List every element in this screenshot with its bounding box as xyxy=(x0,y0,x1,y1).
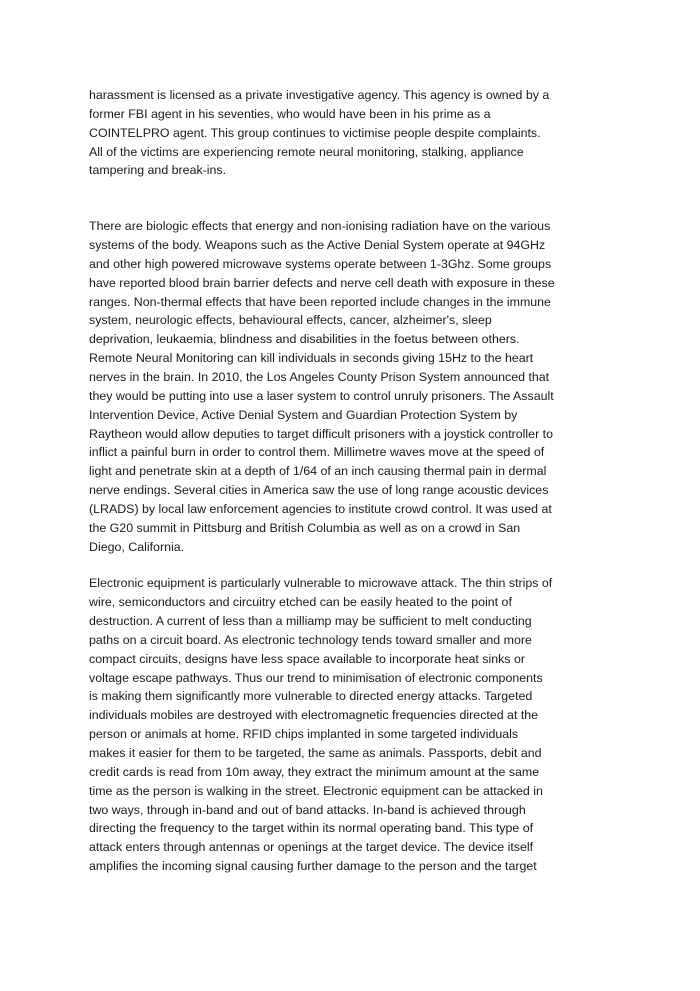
text-line: (LRADS) by local law enforcement agencies to institute crowd control. It was used at xyxy=(89,501,552,516)
text-line: former FBI agent in his seventies, who would have been in his prime as a xyxy=(89,106,491,121)
text-line: compact circuits, designs have less space available to incorporate heat sinks or xyxy=(89,651,525,666)
text-line: individuals mobiles are destroyed with electromagnetic frequencies directed at the xyxy=(89,708,539,723)
text-line: and other high powered microwave systems operate between 1-3Ghz. Some groups xyxy=(89,256,552,271)
paragraph-3 xyxy=(89,574,617,876)
text-line: person or animals at home. RFID chips implanted in some targeted individuals xyxy=(89,727,519,742)
text-line: COINTELPRO agent. This group continues to victimise people despite complaints. xyxy=(89,125,541,140)
text-line: harassment is licensed as a private investigative agency. This agency is owned by a xyxy=(89,88,550,102)
text-line: wire, semiconductors and circuitry etched can be easily heated to the point of xyxy=(89,595,512,610)
text-line: is making them significantly more vulnerable to directed energy attacks. Targeted xyxy=(89,689,533,704)
text-line: destruction. A current of less than a milliamp may be sufficient to melt conducting xyxy=(89,614,532,629)
text-line: system, neurologic effects, behavioural effects, cancer, alzheimer's, sleep xyxy=(89,313,492,328)
text-line: the G20 summit in Pittsburg and British Columbia as well as on a crowd in San xyxy=(89,520,521,535)
paragraph-1 xyxy=(89,86,617,180)
text-line: deprivation, leukaemia, blindness and disabilities in the foetus between others. xyxy=(89,332,520,347)
text-line: two ways, through in-band and out of band attacks. In-band is achieved through xyxy=(89,802,526,817)
text-line: time as the person is walking in the street. Electronic equipment can be attacked in xyxy=(89,783,543,798)
text-line: systems of the body. Weapons such as the Active Denial System operate at 94GHz xyxy=(89,238,546,253)
text-line: makes it easier for them to be targeted, the same as animals. Passports, debit and xyxy=(89,746,542,760)
text-line: Raytheon would allow deputies to target difficult prisoners with a joystick controller to xyxy=(89,426,553,441)
document-page xyxy=(89,86,617,876)
text-line: nerves in the brain. In 2010, the Los Angeles County Prison System announced that xyxy=(89,369,550,384)
text-line: attack enters through antennas or openings at the target device. The device itself xyxy=(89,840,534,855)
text-line: voltage escape pathways. Thus our trend to minimisation of electronic components xyxy=(89,670,543,685)
text-line: Remote Neural Monitoring can kill individuals in seconds giving 15Hz to the heart xyxy=(89,351,534,366)
text-line: Diego, California. xyxy=(89,539,185,554)
text-line: amplifies the incoming signal causing further damage to the person and the target xyxy=(89,859,537,874)
text-line: directing the frequency to the target within its normal operating band. This type of xyxy=(89,821,534,836)
text-line: have reported blood brain barrier defects and nerve cell death with exposure in these xyxy=(89,275,555,290)
text-line: light and penetrate skin at a depth of 1/64 of an inch causing thermal pain in dermal xyxy=(89,464,547,479)
paragraph-2 xyxy=(89,217,617,556)
text-line: nerve endings. Several cities in America saw the use of long range acoustic devices xyxy=(89,483,549,498)
text-line: Electronic equipment is particularly vulnerable to microwave attack. The thin strips of xyxy=(89,576,553,591)
text-line: tampering and break-ins. xyxy=(89,163,227,178)
text-line: ranges. Non-thermal effects that have been reported include changes in the immune xyxy=(89,294,551,309)
text-line: Intervention Device, Active Denial System and Guardian Protection System by xyxy=(89,407,518,422)
text-line: inflict a painful burn in order to control them. Millimetre waves move at the speed of xyxy=(89,445,545,460)
text-line: There are biologic effects that energy and non-ionising radiation have on the various xyxy=(89,219,551,234)
text-line: they would be putting into use a laser system to control unruly prisoners. The Assault xyxy=(89,388,554,403)
text-line: paths on a circuit board. As electronic technology tends toward smaller and more xyxy=(89,632,532,647)
text-line: All of the victims are experiencing remote neural monitoring, stalking, appliance xyxy=(89,144,524,159)
text-line: credit cards is read from 10m away, they extract the minimum amount at the same xyxy=(89,764,540,779)
